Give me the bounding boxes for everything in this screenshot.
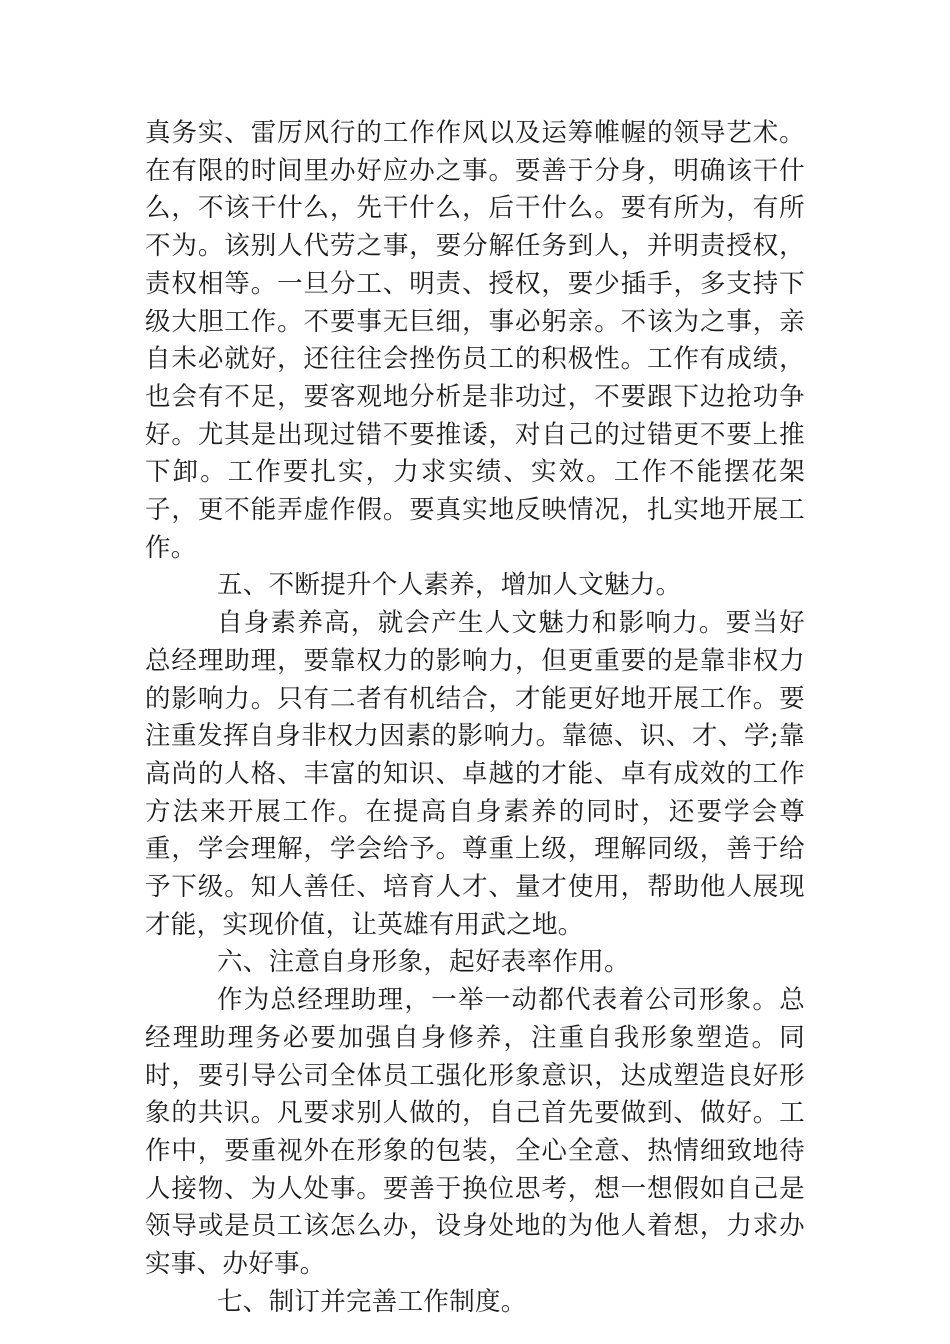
document-body: [145, 115, 805, 1322]
section-heading-six: 六、注意自身形象，起好表率作用。: [217, 947, 630, 978]
body-paragraph-five: 自身素养高，就会产生人文魅力和影响力。要当好总经理助理，要靠权力的影响力，但更重要的是靠非权力的影响力。只有二者有机结合，才能更好地开展工作。要注重发挥自身非权力因素的影响力。靠德、识、才、学;靠高尚的人格、丰富的知识、卓越的才能、卓有成效的工作方法来开展工作。在提高自身素养的同时，还要学会尊重，学会理解，学会给予。尊重上级，理解同级，善于给予下级。知人善任、培育人才、量才使用，帮助他人展现才能，实现价值，让英雄有用武之地。: [145, 608, 805, 940]
body-paragraph-continuation: 真务实、雷厉风行的工作作风以及运筹帷幄的领导艺术。在有限的时间里办好应办之事。要善于分身，明确该干什么，不该干什么，先干什么，后干什么。要有所为，有所不为。该别人代劳之事，要分解任务到人，并明责授权，责权相等。一旦分工、明责、授权，要少插手，多支持下级大胆工作。不要事无巨细，事必躬亲。不该为之事，亲自未必就好，还往往会挫伤员工的积极性。工作有成绩，也会有不足，要客观地分析是非功过，不要跟下边抢功争好。尤其是出现过错不要推诿，对自己的过错更不要上推下卸。工作要扎实，力求实绩、实效。工作不能摆花架子，更不能弄虚作假。要真实地反映情况，扎实地开展工作。: [145, 118, 805, 563]
body-paragraph-six: 作为总经理助理，一举一动都代表着公司形象。总经理助理务必要加强自身修养，注重自我形象塑造。同时，要引导公司全体员工强化形象意识，达成塑造良好形象的共识。凡要求别人做的，自己首先要做到、做好。工作中，要重视外在形象的包装，全心全意、热情细致地待人接物、为人处事。要善于换位思考，想一想假如自己是领导或是员工该怎么办，设身处地的为他人着想，力求办实事、办好事。: [145, 985, 805, 1280]
section-heading-seven: 七、制订并完善工作制度。: [217, 1286, 527, 1317]
section-heading-five: 五、不断提升个人素养，增加人文魅力。: [217, 570, 682, 601]
